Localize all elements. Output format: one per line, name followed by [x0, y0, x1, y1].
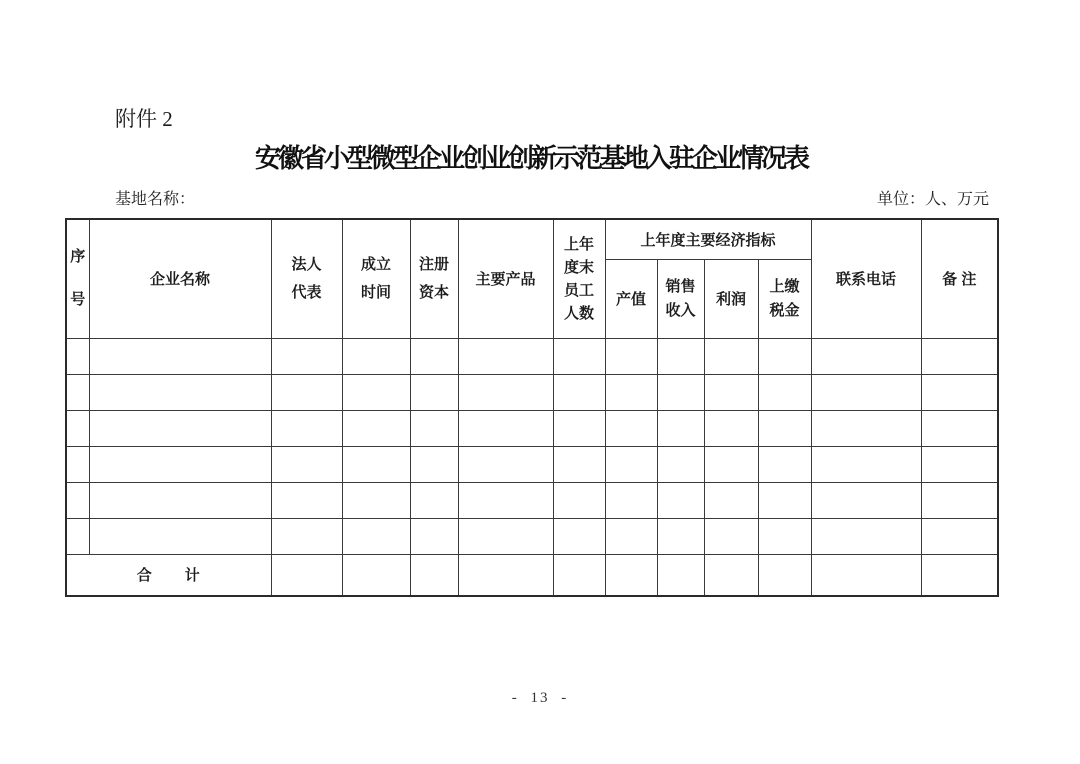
empty-cell	[342, 518, 410, 554]
empty-cell	[89, 482, 271, 518]
empty-cell	[553, 518, 605, 554]
empty-cell	[704, 410, 758, 446]
empty-cell	[704, 554, 758, 596]
empty-cell	[458, 374, 553, 410]
empty-cell	[458, 410, 553, 446]
empty-cell	[657, 482, 704, 518]
table-row	[66, 446, 998, 482]
empty-cell	[271, 518, 342, 554]
empty-cell	[758, 410, 811, 446]
empty-cell	[66, 338, 89, 374]
empty-cell	[657, 446, 704, 482]
col-header-staff-count: 上年 度末 员工 人数	[553, 219, 605, 338]
empty-cell	[410, 482, 458, 518]
empty-cell	[921, 482, 998, 518]
empty-cell	[605, 410, 657, 446]
empty-cell	[605, 446, 657, 482]
col-header-company: 企业名称	[89, 219, 271, 338]
empty-cell	[758, 374, 811, 410]
empty-cell	[342, 410, 410, 446]
empty-cell	[66, 482, 89, 518]
empty-cell	[458, 518, 553, 554]
empty-cell	[89, 374, 271, 410]
empty-cell	[657, 338, 704, 374]
empty-cell	[758, 518, 811, 554]
empty-cell	[553, 482, 605, 518]
empty-cell	[657, 374, 704, 410]
empty-cell	[342, 482, 410, 518]
col-header-main-product: 主要产品	[458, 219, 553, 338]
empty-cell	[66, 374, 89, 410]
empty-cell	[553, 374, 605, 410]
attachment-label: 附件 2	[115, 107, 173, 131]
empty-cell	[921, 410, 998, 446]
empty-cell	[342, 338, 410, 374]
meta-row	[65, 190, 997, 210]
unit-label: 单位：人、万元	[876, 191, 989, 208]
empty-cell	[410, 446, 458, 482]
empty-cell	[704, 374, 758, 410]
empty-cell	[458, 554, 553, 596]
table-row	[66, 518, 998, 554]
empty-cell	[704, 482, 758, 518]
empty-cell	[605, 554, 657, 596]
table-body	[66, 338, 998, 554]
empty-cell	[811, 338, 921, 374]
empty-cell	[89, 338, 271, 374]
col-header-reg-capital: 注册 资本	[410, 219, 458, 338]
col-header-seq-line2: 号	[70, 291, 86, 309]
empty-cell	[921, 338, 998, 374]
empty-cell	[271, 554, 342, 596]
col-header-profit: 利润	[704, 259, 758, 338]
header-row-1	[66, 219, 998, 259]
empty-cell	[410, 410, 458, 446]
col-header-seq-line1: 序	[70, 248, 86, 266]
empty-cell	[811, 482, 921, 518]
empty-cell	[553, 554, 605, 596]
empty-cell	[458, 482, 553, 518]
empty-cell	[758, 338, 811, 374]
empty-cell	[89, 410, 271, 446]
empty-cell	[704, 518, 758, 554]
table-footer	[66, 554, 998, 596]
empty-cell	[553, 338, 605, 374]
empty-cell	[342, 446, 410, 482]
table-row	[66, 410, 998, 446]
empty-cell	[758, 446, 811, 482]
empty-cell	[758, 554, 811, 596]
empty-cell	[553, 410, 605, 446]
empty-cell	[410, 554, 458, 596]
empty-cell	[271, 410, 342, 446]
empty-cell	[704, 446, 758, 482]
table-header	[66, 219, 998, 338]
table-row	[66, 374, 998, 410]
empty-cell	[704, 338, 758, 374]
empty-cell	[657, 554, 704, 596]
empty-cell	[271, 338, 342, 374]
table-row	[66, 338, 998, 374]
page-title: 安徽省小型微型企业创业创新示范基地入驻企业情况表	[254, 144, 807, 173]
total-row	[66, 554, 998, 596]
col-header-econ-group: 上年度主要经济指标	[605, 219, 811, 259]
empty-cell	[342, 554, 410, 596]
empty-cell	[410, 338, 458, 374]
empty-cell	[921, 446, 998, 482]
empty-cell	[921, 374, 998, 410]
empty-cell	[811, 374, 921, 410]
empty-cell	[271, 482, 342, 518]
table-row	[66, 482, 998, 518]
empty-cell	[921, 554, 998, 596]
col-header-tax: 上缴 税金	[758, 259, 811, 338]
empty-cell	[657, 518, 704, 554]
empty-cell	[605, 518, 657, 554]
empty-cell	[89, 518, 271, 554]
empty-cell	[811, 518, 921, 554]
empty-cell	[605, 338, 657, 374]
empty-cell	[271, 446, 342, 482]
empty-cell	[657, 410, 704, 446]
empty-cell	[811, 446, 921, 482]
empty-cell	[89, 446, 271, 482]
col-header-legal-rep: 法人 代表	[271, 219, 342, 338]
empty-cell	[758, 482, 811, 518]
page-number: - 13 -	[511, 690, 569, 706]
total-row-label: 合 计	[66, 554, 271, 596]
empty-cell	[66, 518, 89, 554]
col-header-sales-income: 销售 收入	[657, 259, 704, 338]
empty-cell	[605, 374, 657, 410]
col-header-phone: 联系电话	[811, 219, 921, 338]
empty-cell	[605, 482, 657, 518]
empty-cell	[553, 446, 605, 482]
col-header-remark: 备 注	[921, 219, 998, 338]
empty-cell	[811, 554, 921, 596]
enterprise-info-table	[65, 218, 999, 597]
empty-cell	[921, 518, 998, 554]
col-header-seq	[66, 219, 89, 338]
empty-cell	[410, 374, 458, 410]
empty-cell	[811, 410, 921, 446]
empty-cell	[342, 374, 410, 410]
empty-cell	[271, 374, 342, 410]
empty-cell	[66, 410, 89, 446]
empty-cell	[458, 446, 553, 482]
base-name-label: 基地名称：	[115, 191, 196, 208]
empty-cell	[66, 446, 89, 482]
col-header-founded: 成立 时间	[342, 219, 410, 338]
empty-cell	[410, 518, 458, 554]
col-header-output-value: 产值	[605, 259, 657, 338]
empty-cell	[458, 338, 553, 374]
